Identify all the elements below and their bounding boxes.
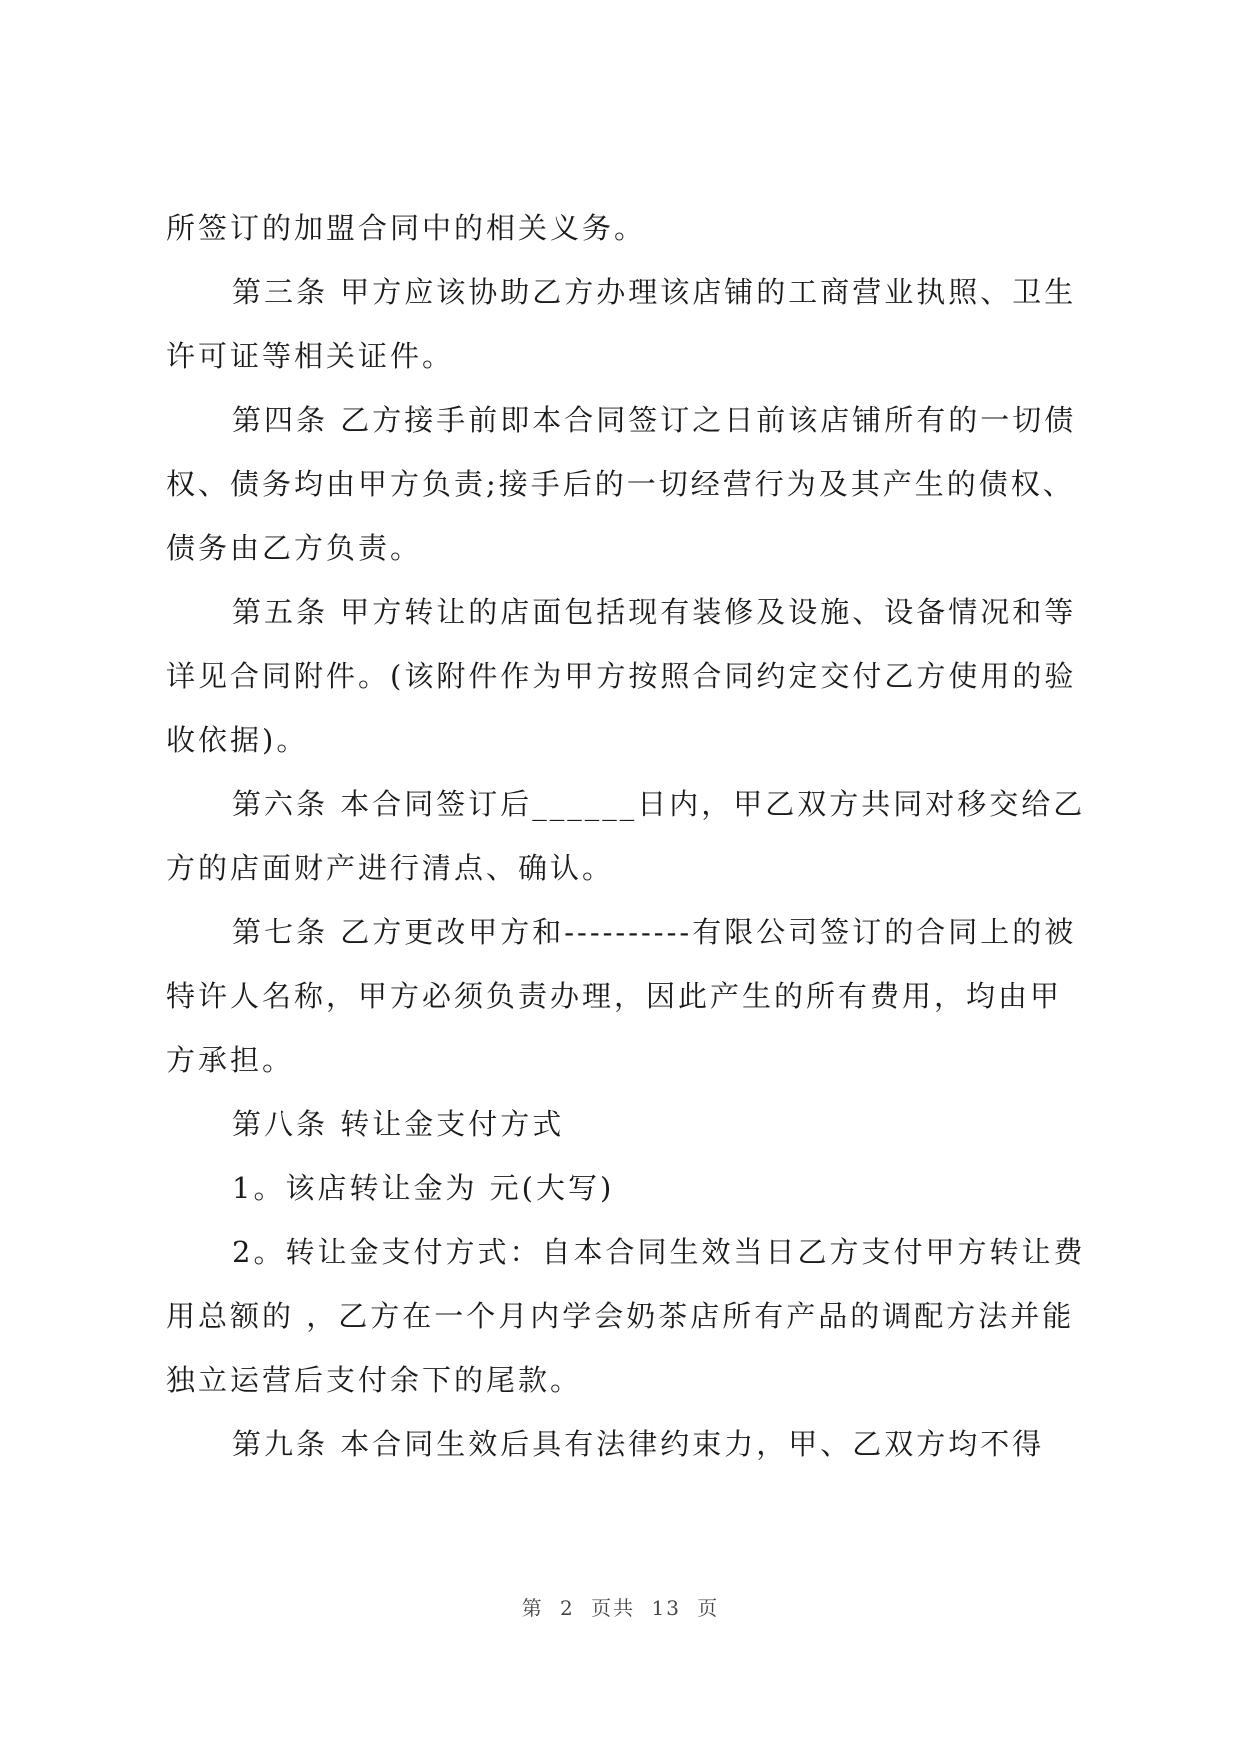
paragraph-article-8-item-2: 2。转让金支付方式：自本合同生效当日乙方支付甲方转让费用总额的 ，乙方在一个月内学会奶茶店所有产品的调配方法并能独立运营后支付余下的尾款。	[166, 1235, 1086, 1397]
paragraph-article-6: 第六条 本合同签订后______日内，甲乙双方共同对移交给乙方的店面财产进行清点、确认。	[166, 787, 1086, 885]
document-body	[166, 196, 1086, 1476]
paragraph-continuation: 所签订的加盟合同中的相关义务。	[166, 211, 647, 245]
paragraph-article-4: 第四条 乙方接手前即本合同签订之日前该店铺所有的一切债权、债务均由甲方负责;接手后的一切经营行为及其产生的债权、债务由乙方负责。	[166, 403, 1077, 565]
paragraph-article-3: 第三条 甲方应该协助乙方办理该店铺的工商营业执照、卫生许可证等相关证件。	[166, 275, 1077, 373]
paragraph-article-8-item-1: 1。该店转让金为 元(大写)	[232, 1171, 615, 1205]
page-number-footer: 第 2 页共 13 页	[521, 1596, 720, 1620]
paragraph-article-8-heading: 第八条 转让金支付方式	[232, 1107, 565, 1141]
paragraph-article-9: 第九条 本合同生效后具有法律约束力，甲、乙双方均不得	[232, 1427, 1045, 1461]
paragraph-article-5: 第五条 甲方转让的店面包括现有装修及设施、设备情况和等详见合同附件。(该附件作为甲方按照合同约定交付乙方使用的验收依据)。	[166, 595, 1077, 757]
paragraph-article-7: 第七条 乙方更改甲方和----------有限公司签订的合同上的被特许人名称，甲方必须负责办理，因此产生的所有费用，均由甲方承担。	[166, 915, 1077, 1077]
